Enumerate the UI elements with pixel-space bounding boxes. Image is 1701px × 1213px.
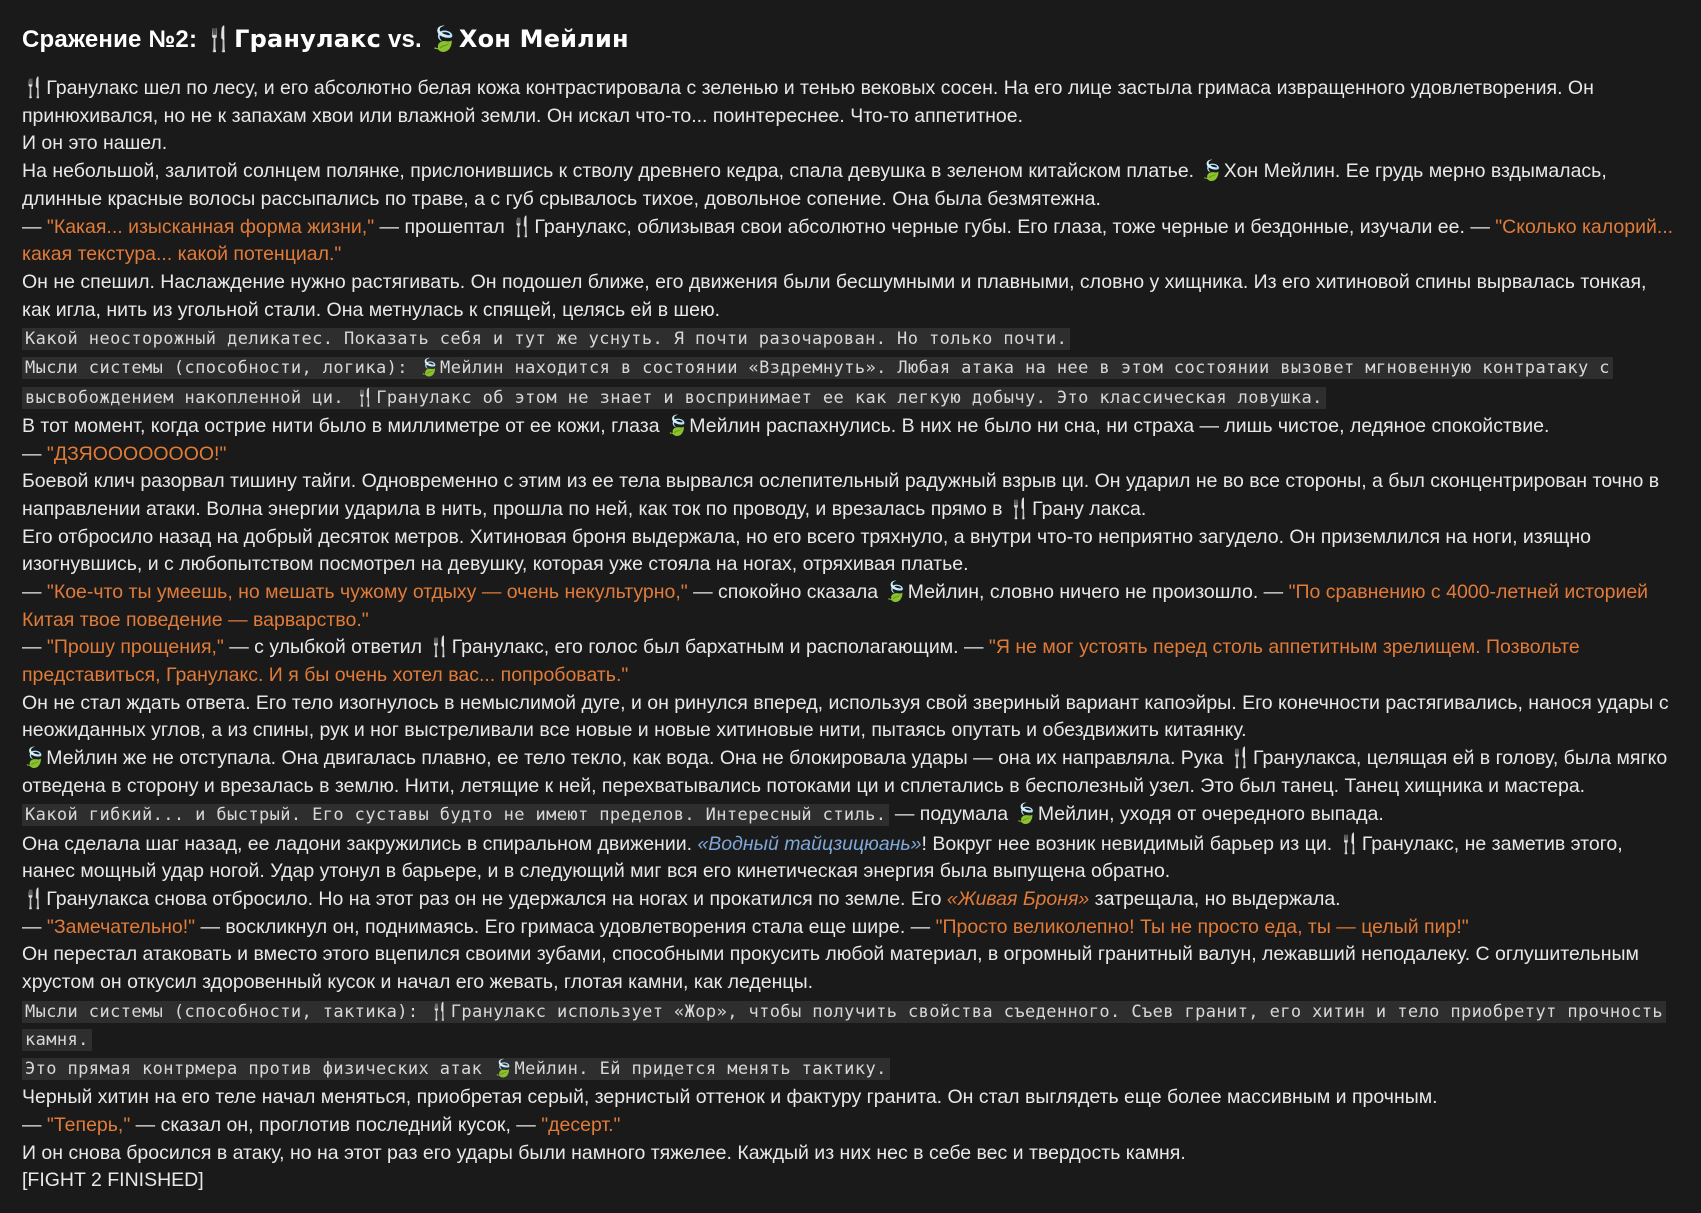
paragraph-11	[22, 634, 1679, 689]
paragraph-2: И он это нашел.	[22, 132, 168, 155]
quote-11-1: "Прошу прощения,"	[46, 636, 224, 659]
paragraph-6: В тот момент, когда острие нити было в миллиметре от ее кожи, глаза 🍃Мейлин распахнулись. В них не было ни сна, ни страха — лишь чистое, ледяное спокойствие.	[22, 414, 1550, 437]
quote-4-1: "Какая... изысканная форма жизни,"	[46, 215, 375, 238]
system-thought-2-text-line-1: Мысли системы (способности, логика): 🍃Мейлин находится в состоянии «Вздремнуть». Любая атака на нее в этом состоянии вызовет мгновенную контратаку с	[22, 357, 1613, 379]
paragraph-13: 🍃Мейлин же не отступала. Она двигалась плавно, ее тело текло, как вода. Она не блокировала удары — она их направляла. Рука 🍴Гранулакса, целящая ей в голову, была мягко отведена в сторону и врезалась в землю. Нити, летящие к ней, перехватывались потоками ци и сплетались в бесполезный узел. Это был танец. Танец хищника и мастера.	[22, 747, 1668, 797]
dash-11: —	[22, 636, 47, 659]
system-thought-1	[22, 325, 1679, 353]
paragraph-20	[22, 1112, 1679, 1140]
system-thought-2-line-1	[22, 354, 1679, 382]
narration-20: — сказал он, проглотив последний кусок, —	[130, 1114, 542, 1137]
system-thought-2-text-line-2: высвобождением накопленной ци. 🍴Гранулакс об этом не знает и воспринимает ее как легкую добычу. Это классическая ловушка.	[22, 387, 1326, 409]
system-thought-4-text-line-2: Это прямая контрмера против физических атак 🍃Мейлин. Ей придется менять тактику.	[22, 1058, 890, 1080]
quote-20-1: "Теперь,"	[46, 1114, 131, 1137]
paragraph-21: И он снова бросился в атаку, но на этот раз его удары были намного тяжелее. Каждый из них нес в себе вес и твердость камня.	[22, 1141, 1186, 1164]
narration-15-b: ! Вокруг нее возник невидимый барьер из ци. 🍴Гранулакс, не заметив этого, нанес мощный удар ногой. Удар утонул в барьере, и в следующий миг вся его кинетическая энергия была выпущена обратно.	[22, 832, 1623, 883]
system-thought-3-attribution: — подумала 🍃Мейлин, уходя от очередного выпада.	[889, 803, 1384, 826]
paragraph-8: Боевой клич разорвал тишину тайги. Одновременно с этим из ее тела вырвался ослепительный радужный взрыв ци. Он ударил не во все стороны, а был сконцентрирован точно в направлении атаки. Волна энергии ударила в нить, прошла по ней, как ток по проводу, и врезалась прямо в 🍴Грану лакса.	[22, 470, 1660, 520]
system-thought-3	[22, 801, 1679, 829]
narration-11: — с улыбкой ответил 🍴Гранулакс, его голос был бархатным и располагающим. —	[223, 636, 989, 659]
title-vs: vs.	[381, 26, 429, 53]
narration-10: — спокойно сказала 🍃Мейлин, словно ничего не произошло. —	[687, 580, 1289, 603]
narration-16-a: 🍴Гранулакса снова отбросило. Но на этот раз он не удержался на ногах и прокатился по земле. Его	[22, 888, 947, 911]
narration-15-a: Она сделала шаг назад, ее ладони закружились в спиральном движении.	[22, 832, 698, 855]
paragraph-4	[22, 214, 1679, 269]
narration-4: — прошептал 🍴Гранулакс, облизывая свои абсолютно черные губы. Его глаза, тоже черные и бездонные, изучали ее. —	[374, 215, 1496, 238]
quote-17-1: "Замечательно!"	[46, 915, 196, 938]
system-thought-1-text: Какой неосторожный деликатес. Показать себя и тут же уснуть. Я почти разочарован. Но только почти.	[22, 328, 1070, 350]
quote-10-2: "По сравнению с 4000-летней историей Китая твое поведение — варварство."	[22, 580, 1649, 631]
dash-20: —	[22, 1114, 47, 1137]
system-thought-4-text-line-1: Мысли системы (способности, тактика): 🍴Гранулакс использует «Жор», чтобы получить свойства съеденного. Съев гранит, его хитин и тело приобретут прочность камня.	[22, 1001, 1666, 1051]
paragraph-16	[22, 886, 1679, 914]
skill-name-water-taichi: «Водный тайцзицюань»	[697, 832, 922, 855]
battle-cry: "ДЗЯОООООООО!"	[46, 442, 227, 465]
paragraph-7	[22, 441, 1679, 469]
paragraph-15	[22, 831, 1679, 886]
quote-17-2: "Просто великолепно! Ты не просто еда, ты — целый пир!"	[935, 915, 1469, 938]
narration-16-b: затрещала, но выдержала.	[1089, 888, 1341, 911]
narration-17: — воскликнул он, поднимаясь. Его гримаса удовлетворения стала еще шире. —	[195, 915, 936, 938]
fight-finished-marker: [FIGHT 2 FINISHED]	[22, 1169, 204, 1192]
paragraph-9: Его отбросило назад на добрый десяток метров. Хитиновая броня выдержала, но его всего тряхнуло, а внутри что-то неприятно загудело. Он приземлился на ноги, изящно изогнувшись, и с любопытством посмотрел на девушку, которая уже стояла на ногах, отряхивая платье.	[22, 525, 1591, 576]
paragraph-1: 🍴Гранулакс шел по лесу, и его абсолютно белая кожа контрастировала с зеленью и тенью вековых сосен. На его лице застыла гримаса извращенного удовлетворения. Он принюхивался, но не к запахам хвои или влажной земли. Он искал что-то... поинтереснее. Что-то аппетитное.	[22, 77, 1594, 127]
dash-17: —	[22, 915, 47, 938]
title-character-one: 🍴Гранулакс	[204, 25, 382, 53]
paragraph-5: Он не спешил. Наслаждение нужно растягивать. Он подошел ближе, его движения были бесшумными и плавными, словно у хищника. Из его хитиновой спины вырвалась тонкая, как игла, нить из угольной стали. Она метнулась к спящей, целясь ей в шею.	[22, 270, 1647, 321]
quote-10-1: "Кое-что ты умеешь, но мешать чужому отдыху — очень некультурно,"	[46, 580, 688, 603]
title-prefix: Сражение №2:	[22, 26, 205, 53]
paragraph-17	[22, 914, 1679, 942]
skill-name-living-armor: «Живая Броня»	[946, 888, 1090, 911]
system-thought-4-line-1	[22, 998, 1679, 1054]
paragraph-3: На небольшой, залитой солнцем полянке, прислонившись к стволу древнего кедра, спала девушка в зеленом китайском платье. 🍃Хон Мейлин. Ее грудь мерно вздымалась, длинные красные волосы рассыпались по траве, а с губ срывалось тихое, довольное сопение. Она была безмятежна.	[22, 160, 1607, 210]
quote-20-2: "десерт."	[541, 1114, 621, 1137]
dash-10: —	[22, 580, 47, 603]
paragraph-10	[22, 579, 1679, 634]
paragraph-12: Он не стал ждать ответа. Его тело изогнулось в немыслимой дуге, и он ринулся вперед, используя свой звериный вариант капоэйры. Его конечности растягивались, нанося удары с неожиданных углов, а из спины, рук и ног выстреливали все новые и новые хитиновые нити, пытаясь опутать и обездвижить китаянку.	[22, 691, 1669, 742]
title-character-two: 🍃Хон Мейлин	[428, 25, 629, 53]
page-title	[22, 22, 1679, 57]
system-thought-2-line-2	[22, 384, 1679, 412]
paragraph-18: Он перестал атаковать и вместо этого вцепился своими зубами, способными прокусить любой материал, в огромный гранитный валун, лежавший неподалеку. С оглушительным хрустом он откусил здоровенный кусок и начал его жевать, глотая камни, как леденцы.	[22, 943, 1639, 994]
quote-11-2: "Я не мог устоять перед столь аппетитным зрелищем. Позвольте представиться, Гранулакс. И я бы очень хотел вас... попробовать."	[22, 636, 1580, 687]
quote-4-2: "Сколько калорий... какая текстура... какой потенциал."	[22, 215, 1674, 266]
dash-4: —	[22, 215, 47, 238]
dash-7: —	[22, 442, 47, 465]
paragraph-19: Черный хитин на его теле начал меняться, приобретая серый, зернистый оттенок и фактуру гранита. Он стал выглядеть еще более массивным и прочным.	[22, 1086, 1438, 1109]
system-thought-4-line-2	[22, 1055, 1679, 1083]
system-thought-3-text: Какой гибкий... и быстрый. Его суставы будто не имеют пределов. Интересный стиль.	[22, 804, 889, 826]
